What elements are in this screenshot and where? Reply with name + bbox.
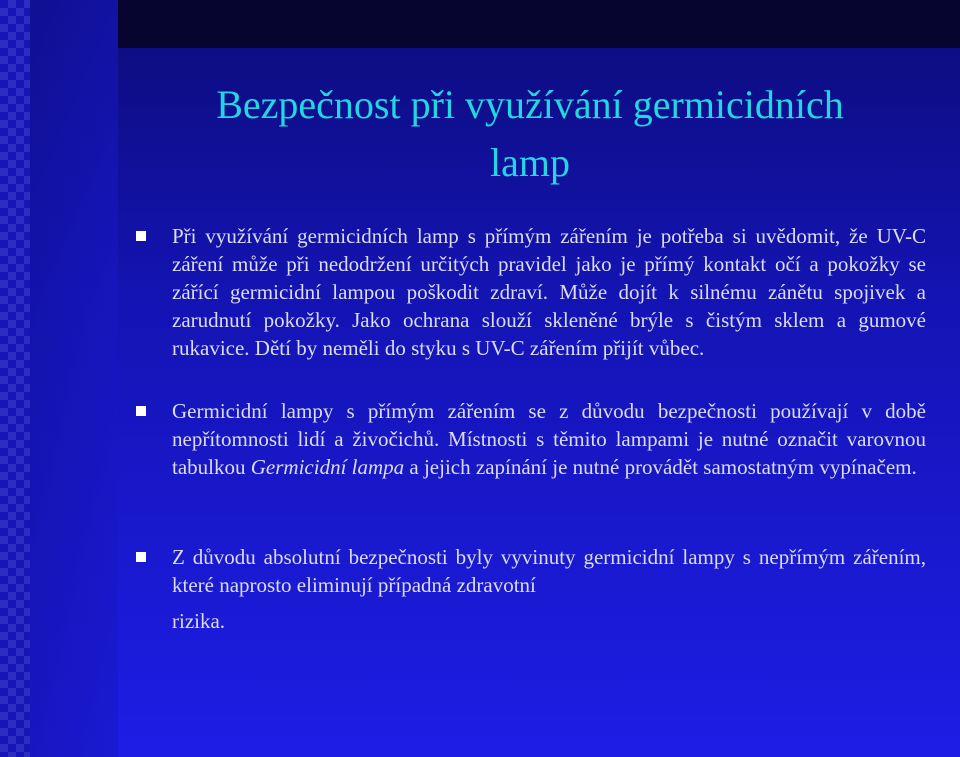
square-bullet-icon — [136, 552, 146, 562]
bullet-item — [136, 397, 926, 481]
bullet-text-part1: Germicidní lampy s přímým zářením se z důvodu bezpečnosti používají v době nepřítomnosti lidí a živočichů. Místnosti s těmito lampami je nutné označit varovnou tabulkou — [172, 399, 926, 479]
decorative-side-strip — [0, 0, 30, 757]
slide-title — [140, 76, 920, 192]
bullet-text-part2: a jejich zapínání je nutné provádět samostatným vypínačem. — [404, 455, 917, 479]
slide-title-line2: lamp — [490, 140, 570, 185]
bullet-list — [136, 222, 926, 635]
bullet-text-last: rizika. — [172, 609, 226, 633]
square-bullet-icon — [136, 406, 146, 416]
bullet-item — [136, 222, 926, 362]
decorative-side-panel — [30, 0, 118, 757]
bullet-text-main: Z důvodu absolutní bezpečnosti byly vyvinuty germicidní lampy s nepřímým zářením, které naprosto eliminují případná zdravotní — [172, 545, 926, 597]
bullet-item — [136, 543, 926, 635]
slide-title-line1: Bezpečnost při využívání germicidních — [216, 82, 844, 127]
square-bullet-icon — [136, 231, 146, 241]
bullet-text: Při využívání germicidních lamp s přímým zářením je potřeba si uvědomit, že UV-C záření může při nedodržení určitých pravidel jako je přímý kontakt očí a pokožky se zářící germicidní lampou poškodit zdraví. Může dojít k silnému zánětu spojivek a zarudnutí pokožky. Jako ochrana slouží skleněné brýle s čistým sklem a gumové rukavice. Dětí by neměli do styku s UV-C zářením přijít vůbec. — [172, 224, 926, 360]
decorative-top-band — [118, 0, 960, 48]
bullet-text-italic: Germicidní lampa — [250, 455, 405, 479]
